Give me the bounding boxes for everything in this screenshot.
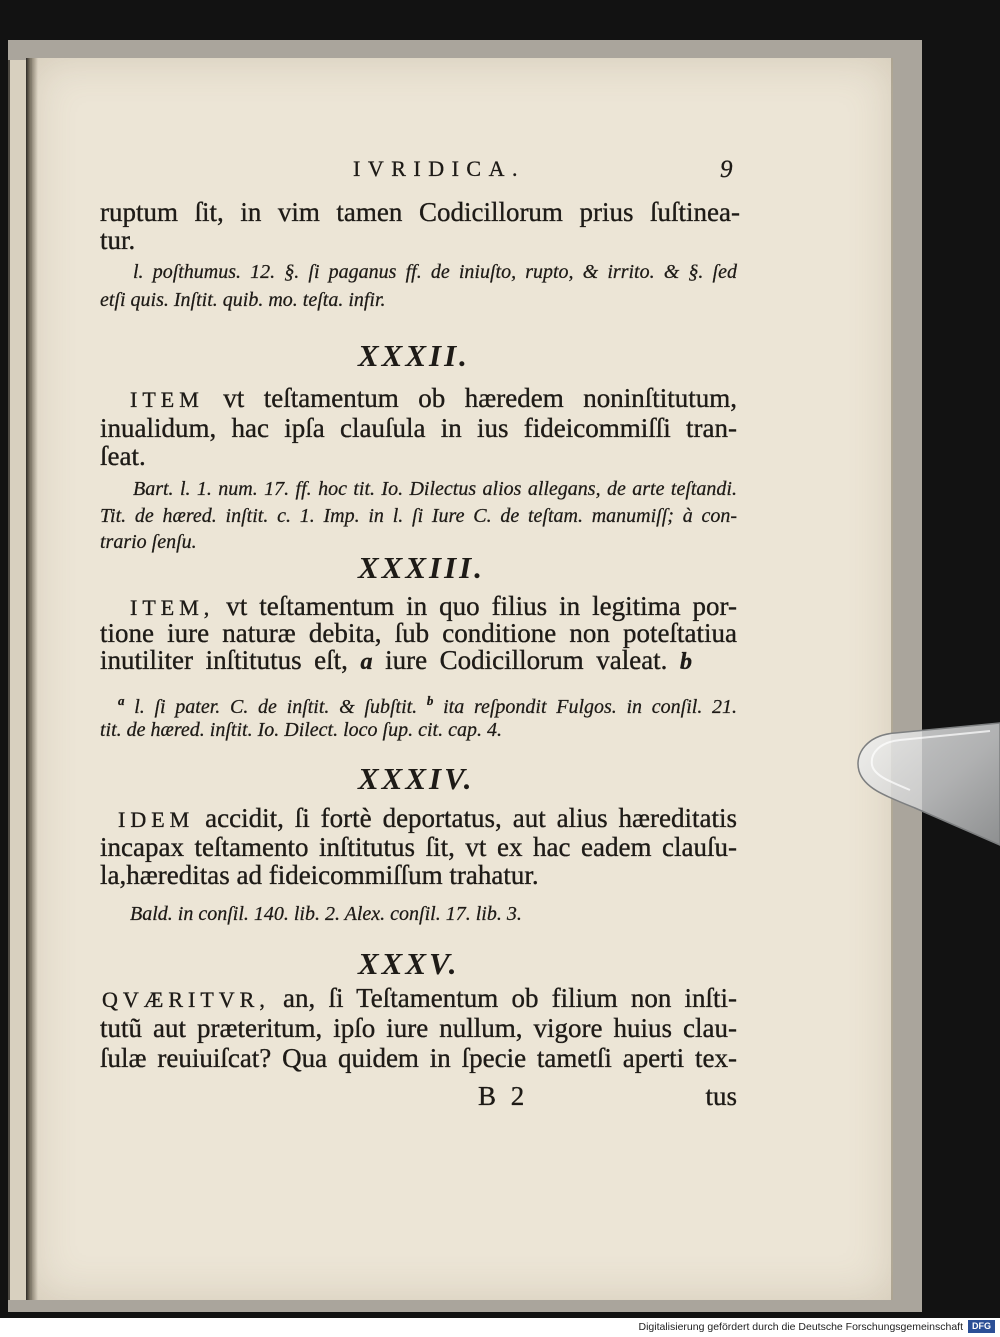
catchword: tus (705, 1081, 737, 1111)
text-line (130, 593, 737, 620)
note-span: ita reſpondit Fulgos. in conſil. 21. (443, 696, 738, 718)
note-line: Bald. in conſil. 140. lib. 2. Alex. conſil. 17. lib. 3. (130, 903, 522, 925)
footnote-marker: a (118, 693, 125, 708)
page-number: 9 (720, 156, 733, 183)
page-holder-clip (840, 715, 1000, 850)
note-line: tit. de hæred. inſtit. Io. Dilect. loco ſup. cit. cap. 4. (100, 719, 502, 741)
note-line: l. poſthumus. 12. §. ſi paganus ff. de iniuſto, rupto, & irrito. & §. ſed (133, 261, 737, 283)
book-gutter-shadow (26, 58, 38, 1300)
text-span: an, ſi Teſtamentum ob filium non inſti- (283, 983, 738, 1013)
note-span: l. ſi pater. C. de inſtit. & ſubſtit. (134, 696, 418, 718)
digitization-credit: Digitalisierung gefördert durch die Deutsche Forschungsgemeinschaft (638, 1321, 963, 1333)
paragraph-lead: ITEM (130, 387, 204, 412)
text-span: vt teſtamentum in quo filius in legitima por- (226, 591, 737, 621)
running-title: IVRIDICA. (353, 156, 525, 181)
text-span: inutiliter inſtitutus eſt, (100, 645, 348, 675)
footnote-ref: a (360, 649, 373, 675)
text-line (100, 647, 692, 674)
text-line: ruptum ſit, in vim tamen Codicillorum prius ſuſtinea- (100, 197, 740, 227)
note-line (118, 694, 737, 717)
footnote-ref: b (680, 649, 693, 675)
text-line (118, 805, 737, 832)
paragraph-lead: ITEM, (130, 595, 215, 620)
section-number: XXXIII. (358, 550, 485, 585)
dfg-logo: DFG (968, 1320, 995, 1333)
text-line: tutũ aut præteritum, ipſo iure nullum, vigore huius clau- (100, 1013, 737, 1043)
text-line: la,hæreditas ad fideicommiſſum trahatur. (100, 860, 539, 890)
paragraph-lead: IDEM (118, 807, 195, 832)
section-number: XXXIV. (358, 761, 475, 796)
text-span: iure Codicillorum valeat. (385, 645, 668, 675)
text-line (102, 985, 737, 1012)
text-span: vt teſtamentum ob hæredem noninſtitutum, (223, 383, 737, 413)
digitization-footer (0, 1318, 1000, 1337)
signature-mark: B 2 (478, 1081, 529, 1111)
book-page (32, 58, 893, 1300)
footnote-marker: b (426, 693, 434, 708)
text-line: ſulæ reuiuiſcat? Qua quidem in ſpecie tametſi aperti tex- (100, 1043, 737, 1073)
text-line: incapax teſtamento inſtitutus ſit, vt ex hac eadem clauſu- (100, 832, 737, 862)
section-number: XXXV. (358, 946, 460, 981)
paragraph-lead: QVÆRITVR, (102, 987, 270, 1012)
note-line: Tit. de hæred. inſtit. c. 1. Imp. in l. ſi Iure C. de teſtam. manumiſſ; à con- (100, 505, 737, 527)
text-line: tione iure naturæ debita, ſub conditione non poteſtatiua (100, 618, 737, 648)
note-line: etſi quis. Inſtit. quib. mo. teſta. infir. (100, 289, 386, 311)
section-number: XXXII. (358, 338, 470, 373)
note-line: trario ſenſu. (100, 531, 197, 553)
text-line: ſeat. (100, 441, 146, 471)
text-line: inualidum, hac ipſa clauſula in ius fideicommiſſi tran- (100, 413, 737, 443)
text-line (130, 385, 737, 412)
note-line: Bart. l. 1. num. 17. ff. hoc tit. Io. Dilectus alios allegans, de arte teſtandi. (133, 478, 737, 500)
text-span: accidit, ſi fortè deportatus, aut alius hæreditatis (205, 803, 738, 833)
text-line: tur. (100, 225, 136, 255)
